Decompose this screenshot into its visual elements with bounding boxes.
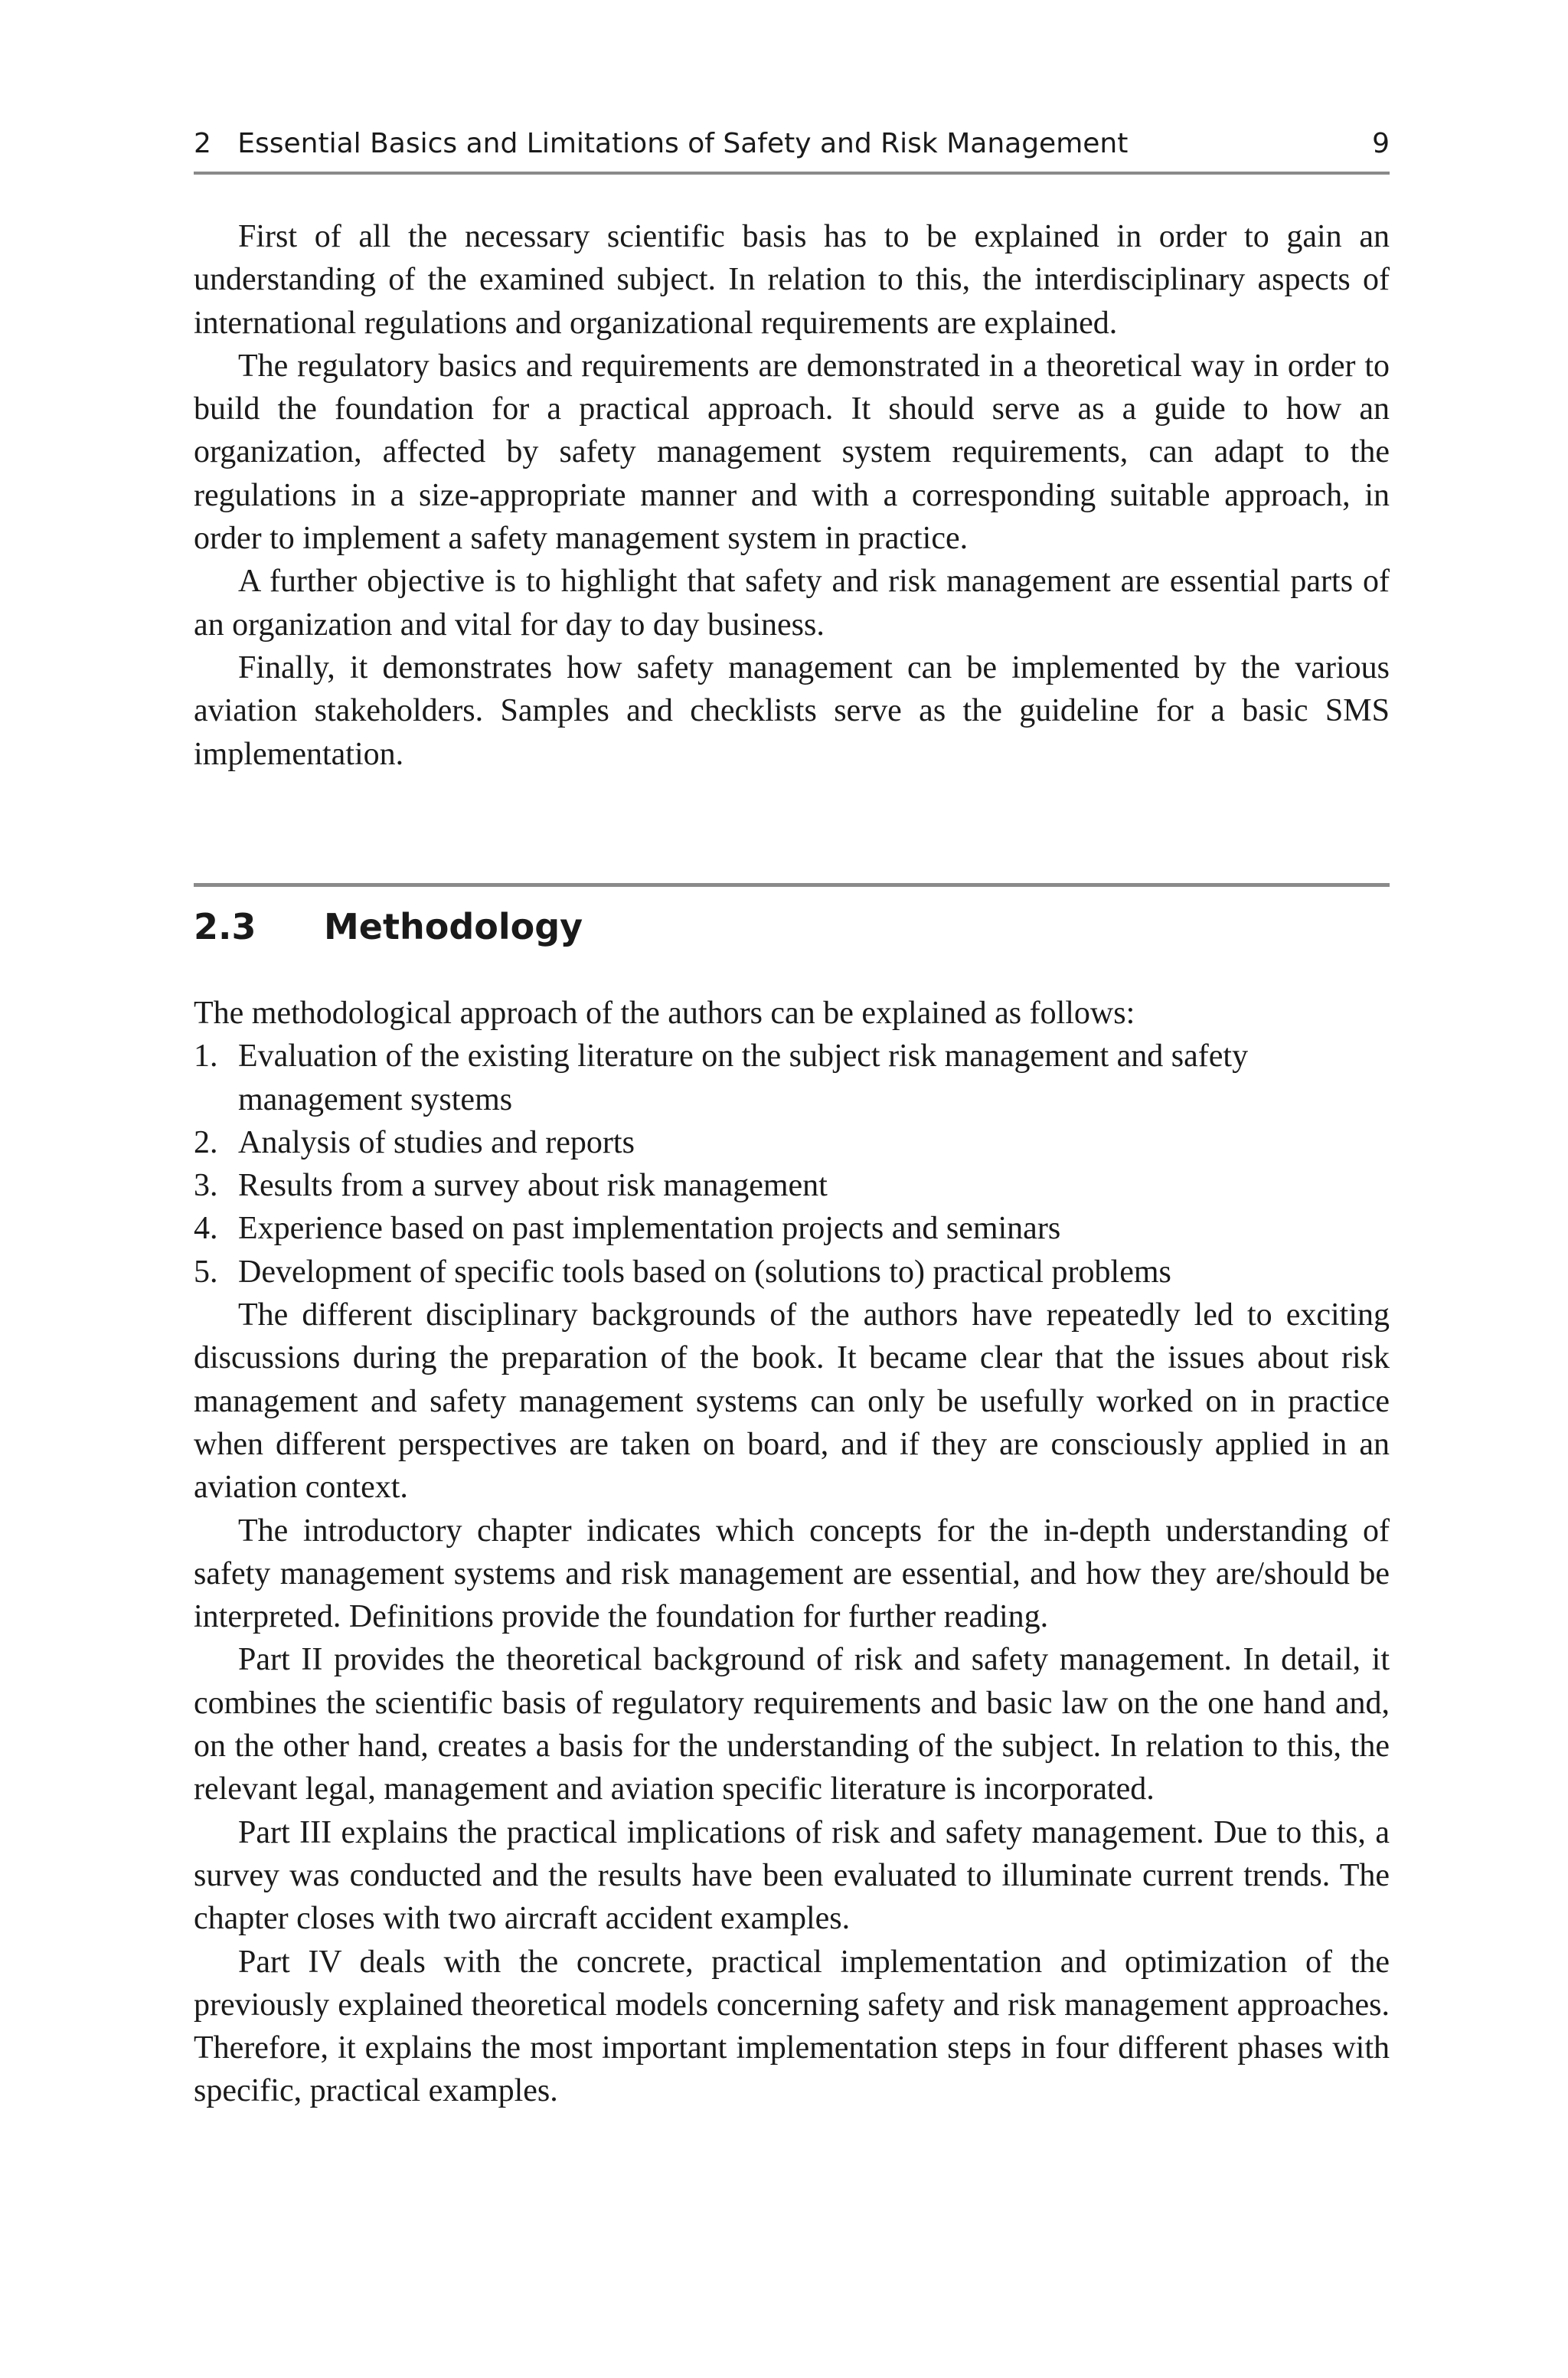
section-number: 2.3 xyxy=(194,906,256,947)
list-item-number: 4. xyxy=(194,1211,218,1247)
paragraph: Part IV deals with the concrete, practical implementation and optimization of the previously explained theoretical models concerning safety and risk management approaches. Therefore, it explains the most important implementation steps in four different phases with specific, practical examples. xyxy=(194,1944,1390,2109)
list-item xyxy=(194,1207,1390,1250)
methodology-text-block xyxy=(194,992,1390,2113)
section-heading xyxy=(194,900,583,953)
page-number: 9 xyxy=(1372,128,1390,159)
list-item xyxy=(194,1251,1390,1294)
paragraph: Finally, it demonstrates how safety management can be implemented by the various aviation stakeholders. Samples and checklists serve as the guideline for a basic SMS implementation. xyxy=(194,649,1390,772)
paragraph: The regulatory basics and requirements are demonstrated in a theoretical way in order to build the foundation for a practical approach. It should serve as a guide to how an organization, affected by safety management system requirements, can adapt to the regulations in a size-appropriate manner and with a corresponding suitable approach, in order to implement a safety management system in practice. xyxy=(194,348,1390,557)
list-item xyxy=(194,1035,1390,1121)
paragraph: Part III explains the practical implications of risk and safety management. Due to this, a survey was conducted and the results have been evaluated to illuminate current trends. The chapter closes with two aircraft accident examples. xyxy=(194,1814,1390,1937)
list-item xyxy=(194,1164,1390,1207)
intro-text-block xyxy=(194,215,1390,776)
methodology-lead: The methodological approach of the authors can be explained as follows: xyxy=(194,996,1135,1031)
paragraph: The different disciplinary backgrounds of the authors have repeatedly led to exciting discussions during the preparation of the book. It became clear that the issues about risk management and safety management systems can only be usefully worked on in practice when different perspectives are taken on board, and if they are consciously applied in an aviation context. xyxy=(194,1297,1390,1506)
paragraph: The introductory chapter indicates which concepts for the in-depth understanding of safety management systems and risk management are essential, and how they are/should be interpreted. Definitions provide the foundation for further reading. xyxy=(194,1513,1390,1635)
list-item-number: 3. xyxy=(194,1168,218,1204)
paragraph: First of all the necessary scientific basis has to be explained in order to gain an understanding of the examined subject. In relation to this, the interdisciplinary aspects of international regulations and organizational requirements are explained. xyxy=(194,219,1390,341)
section-title: Methodology xyxy=(324,906,583,947)
running-head xyxy=(194,121,1390,167)
running-head-chapter-title: 2 Essential Basics and Limitations of Safety and Risk Management xyxy=(194,128,1129,159)
list-item-text: Analysis of studies and reports xyxy=(238,1124,635,1160)
methodology-list xyxy=(194,1035,1390,1294)
list-item-number: 5. xyxy=(194,1254,218,1290)
list-item xyxy=(194,1121,1390,1164)
paragraph: A further objective is to highlight that safety and risk management are essential parts of an organization and vital for day to day business. xyxy=(194,564,1390,643)
list-item-text: Results from a survey about risk management xyxy=(238,1168,828,1204)
list-item-text: Experience based on past implementation projects and seminars xyxy=(238,1211,1061,1247)
list-item-text: Development of specific tools based on (solutions to) practical problems xyxy=(238,1254,1171,1290)
list-item-text: Evaluation of the existing literature on the subject risk management and safety management systems xyxy=(238,1039,1249,1117)
list-item-number: 2. xyxy=(194,1124,218,1160)
list-item-number: 1. xyxy=(194,1039,218,1075)
header-rule xyxy=(194,172,1390,175)
section-rule xyxy=(194,883,1390,887)
paragraph: Part II provides the theoretical background of risk and safety management. In detail, it combines the scientific basis of regulatory requirements and basic law on the one hand and, on the other hand, creates a basis for the understanding of the subject. In relation to this, the relevant legal, management and aviation specific literature is incorporated. xyxy=(194,1642,1390,1807)
